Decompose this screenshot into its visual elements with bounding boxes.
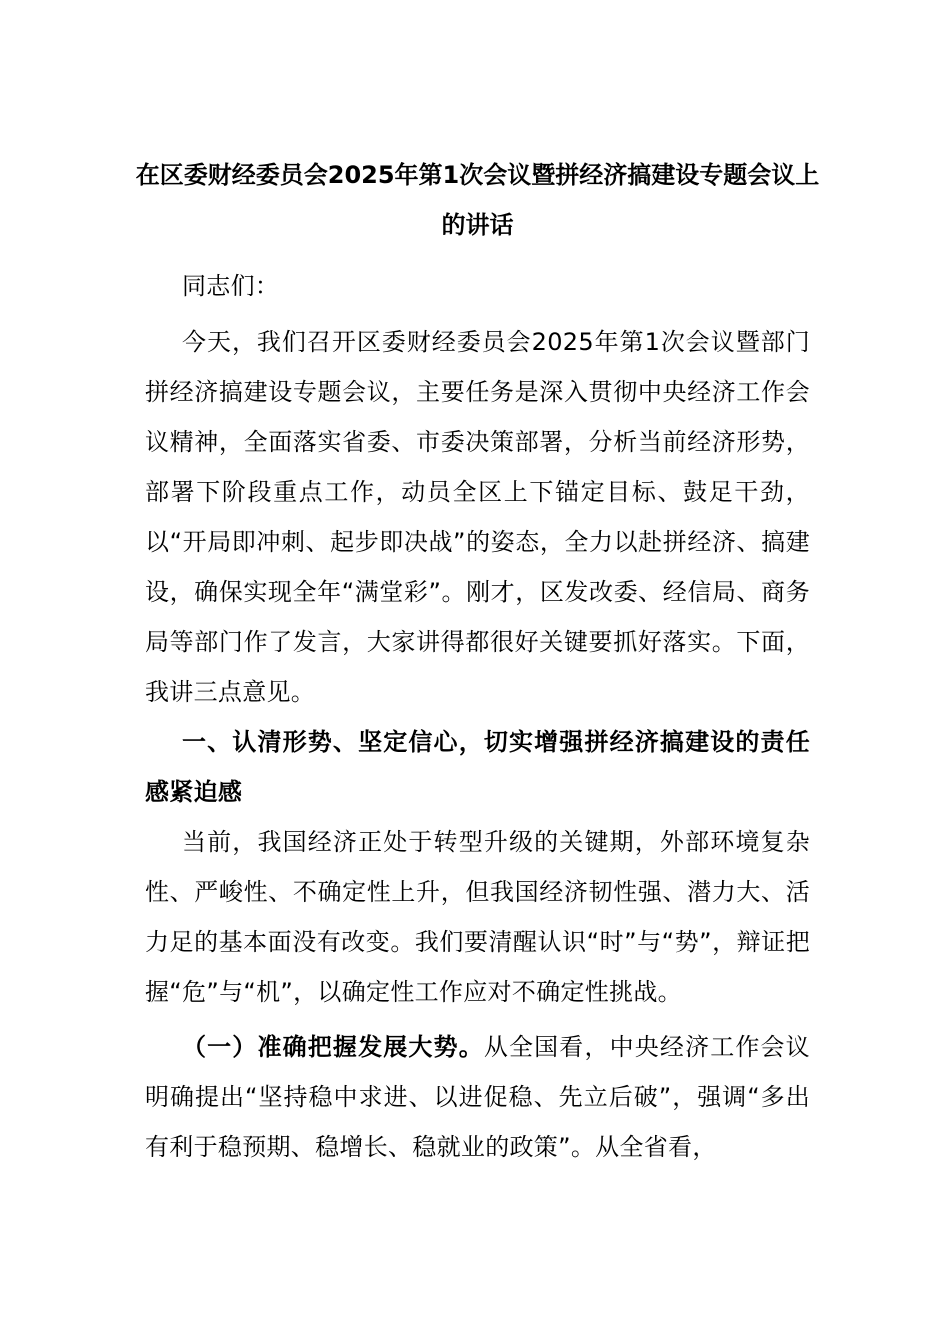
document-title: 在区委财经委员会2025年第1次会议暨拼经济搞建设专题会议上的讲话 <box>135 161 820 239</box>
paragraph-trend-lead: （一）准确把握发展大势。 <box>182 1033 484 1061</box>
paragraph-trend <box>145 1022 810 1172</box>
document-page <box>135 150 820 1172</box>
section-heading-1: 一、认清形势、坚定信心，切实增强拼经济搞建设的责任感紧迫感 <box>145 728 810 806</box>
paragraph-intro: 今天，我们召开区委财经委员会2025年第1次会议暨部门拼经济搞建设专题会议，主要任务是深入贯彻中央经济工作会议精神，全面落实省委、市委决策部署，分析当前经济形势，部署下阶段重点工作，动员全区上下锚定目标、鼓足干劲，以“开局即冲刺、起步即决战”的姿态，全力以赴拼经济、搞建设，确保实现全年“满堂彩”。刚才，区发改委、经信局、商务局等部门作了发言，大家讲得都很好关键要抓好落实。下面，我讲三点意见。 <box>145 328 810 706</box>
paragraph-situation: 当前，我国经济正处于转型升级的关键期，外部环境复杂性、严峻性、不确定性上升，但我国经济韧性强、潜力大、活力足的基本面没有改变。我们要清醒认识“时”与“势”，辩证把握“危”与“机”，以确定性工作应对不确定性挑战。 <box>145 828 810 1006</box>
greeting: 同志们： <box>182 272 280 300</box>
paragraph-trend-body: 从全国看，中央经济工作会议明确提出“坚持稳中求进、以进促稳、先立后破”，强调“多出有利于稳预期、稳增长、稳就业的政策”。从全省看， <box>145 1033 810 1161</box>
